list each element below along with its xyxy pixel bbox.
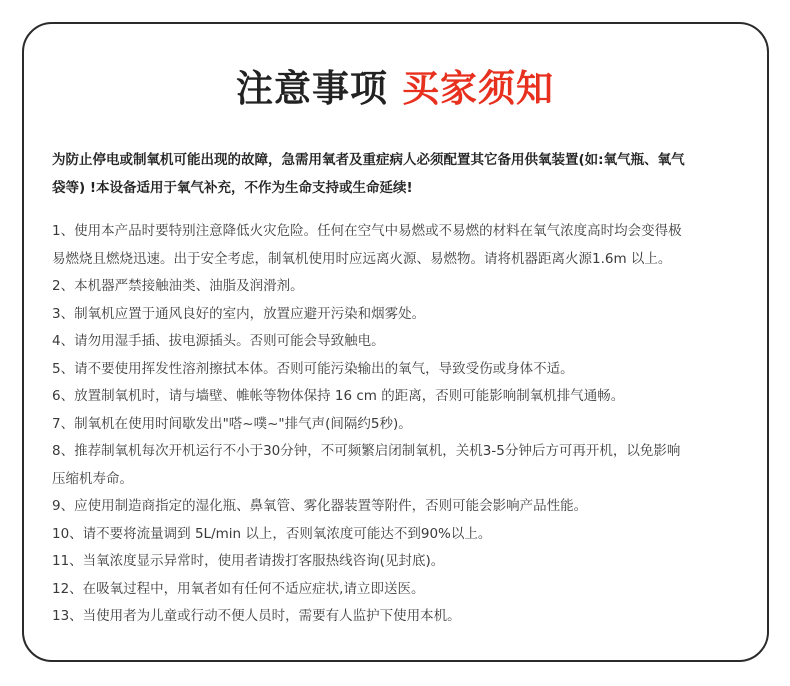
list-item: 4、请勿用湿手插、拔电源插头。否则可能会导致触电。 [52, 333, 385, 349]
list-item: 13、当使用者为儿童或行动不便人员时，需要有人监护下使用本机。 [52, 608, 461, 624]
list-item: 2、本机器严禁接触油类、油脂及润滑剂。 [52, 278, 304, 294]
precautions-list [52, 218, 752, 631]
page-title [0, 58, 790, 112]
list-item: 10、请不要将流量调到 5L/min 以上，否则氧浓度可能达不到90%以上。 [52, 525, 492, 542]
list-item: 6、放置制氧机时，请与墙壁、帷帐等物体保持 16 cm 的距离，否则可能影响制氧机排气通畅。 [52, 388, 625, 404]
warning-line: 为防止停电或制氧机可能出现的故障，急需用氧者及重症病人必须配置其它备用供氧装置(如:氧气瓶、氧气 [52, 152, 685, 168]
list-item: 易燃烧且燃烧迅速。出于安全考虑，制氧机使用时应远离火源、易燃物。请将机器距离火源1.6m 以上。 [52, 250, 672, 267]
list-item: 8、推荐制氧机每次开机运行不小于30分钟，不可频繁启闭制氧机，关机3-5分钟后方可再开机，以免影响 [52, 443, 681, 459]
list-item: 1、使用本产品时要特别注意降低火灾危险。任何在空气中易燃或不易燃的材料在氧气浓度高时均会变得极 [52, 223, 682, 239]
list-item: 11、当氧浓度显示异常时，使用者请拨打客服热线咨询(见封底)。 [52, 553, 445, 569]
list-item: 9、应使用制造商指定的湿化瓶、鼻氧管、雾化器装置等附件，否则可能会影响产品性能。 [52, 498, 588, 514]
warning-line: 袋等) !本设备适用于氧气补充，不作为生命支持或生命延续! [52, 180, 413, 196]
list-item: 12、在吸氧过程中，用氧者如有任何不适应症状,请立即送医。 [52, 580, 425, 597]
list-item: 7、制氧机在使用时间歇发出"嗒~噗~"排气声(间隔约5秒)。 [52, 415, 412, 432]
title-accent: 买家须知 [402, 67, 554, 110]
list-item: 5、请不要使用挥发性溶剂擦拭本体。否则可能污染输出的氧气，导致受伤或身体不适。 [52, 360, 574, 377]
list-item: 压缩机寿命。 [52, 470, 133, 487]
list-item: 3、制氧机应置于通风良好的室内，放置应避开污染和烟雾处。 [52, 305, 426, 322]
title-main: 注意事项 [236, 67, 388, 110]
warning-paragraph [52, 146, 752, 202]
